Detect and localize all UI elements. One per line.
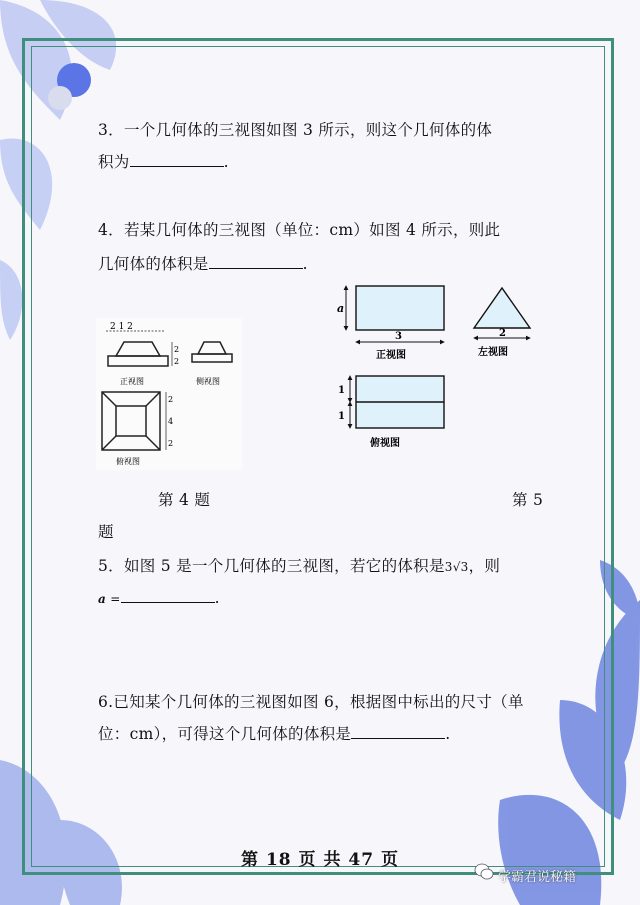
- question-3-line-2: [98, 150, 229, 172]
- question-6-line-2-text: 位：cm），可得这个几何体的体积是: [98, 725, 352, 743]
- answer-blank-q4[interactable]: [209, 254, 303, 269]
- fig5-front-view-rect: [356, 286, 444, 330]
- question-3-line-1: 3．一个几何体的三视图如图 3 所示，则这个几何体的体: [98, 121, 493, 139]
- fig5-height-1a: 1: [338, 385, 345, 396]
- question-5-text-pre: 5．如图 5 是一个几何体的三视图，若它的体积是: [98, 557, 445, 575]
- fig5-width-label: 3: [395, 331, 402, 342]
- answer-blank-q5[interactable]: [121, 588, 215, 603]
- fig5-left-view-label: 左视图: [478, 347, 508, 358]
- question-3-line-2-text: 积为: [98, 153, 130, 171]
- question-6-line-1: 6.已知某个几何体的三视图如图 6，根据图中标出的尺寸（单: [98, 693, 524, 711]
- question-4-line-2-text: 几何体的体积是: [98, 255, 209, 273]
- question-5-line-2: [98, 588, 220, 607]
- fig5-height-1b: 1: [338, 411, 345, 422]
- page-number-footer: 第 18 页 共 47 页: [241, 850, 399, 870]
- answer-blank-q3[interactable]: [130, 152, 224, 167]
- fig4-dim-2d: 2: [168, 439, 174, 448]
- caption-figure-5-part-1: 第 5: [512, 491, 544, 509]
- figure-5-three-views: [332, 278, 552, 458]
- watermark-text: 学霸君说秘籍: [498, 870, 577, 885]
- fig4-front-view-label: 正视图: [120, 377, 144, 386]
- question-5-variable: a: [98, 592, 107, 606]
- fig4-top-view-label: 俯视图: [116, 457, 140, 466]
- fig4-dim-2b: 2: [174, 357, 180, 366]
- fig5-base-label: 2: [499, 328, 506, 339]
- question-4-period: .: [302, 255, 308, 273]
- fig5-front-view-label: 正视图: [376, 350, 406, 361]
- caption-figure-5-part-2: 题: [98, 523, 114, 541]
- fig5-left-view-triangle: [474, 288, 530, 328]
- question-5-line-1: [98, 554, 500, 576]
- fig4-dim-2a: 2: [174, 345, 180, 354]
- answer-blank-q6[interactable]: [351, 724, 445, 739]
- question-4-line-1: 4．若某几何体的三视图（单位：cm）如图 4 所示，则此: [98, 221, 501, 239]
- question-5-text-post: ，则: [468, 557, 501, 575]
- fig5-height-label-a: a: [337, 302, 345, 315]
- question-3-period: .: [223, 153, 229, 171]
- question-6-line-2: [98, 722, 450, 744]
- question-4-line-2: [98, 252, 308, 274]
- fig5-top-view-label: 俯视图: [370, 438, 400, 449]
- fig4-dim-4: 4: [168, 417, 174, 426]
- fig4-side-view-label: 侧视图: [196, 377, 220, 386]
- question-5-equals: =: [106, 592, 121, 606]
- figure-4-three-views: [96, 318, 242, 470]
- question-5-period: .: [214, 589, 220, 607]
- fig4-top-dimension-labels: 2 1 2: [110, 322, 133, 332]
- fig4-dim-2c: 2: [168, 395, 174, 404]
- caption-figure-4: 第 4 题: [158, 491, 211, 509]
- wechat-icon: [474, 863, 494, 881]
- question-6-period: .: [445, 725, 451, 743]
- question-5-volume: 3√3: [444, 560, 469, 574]
